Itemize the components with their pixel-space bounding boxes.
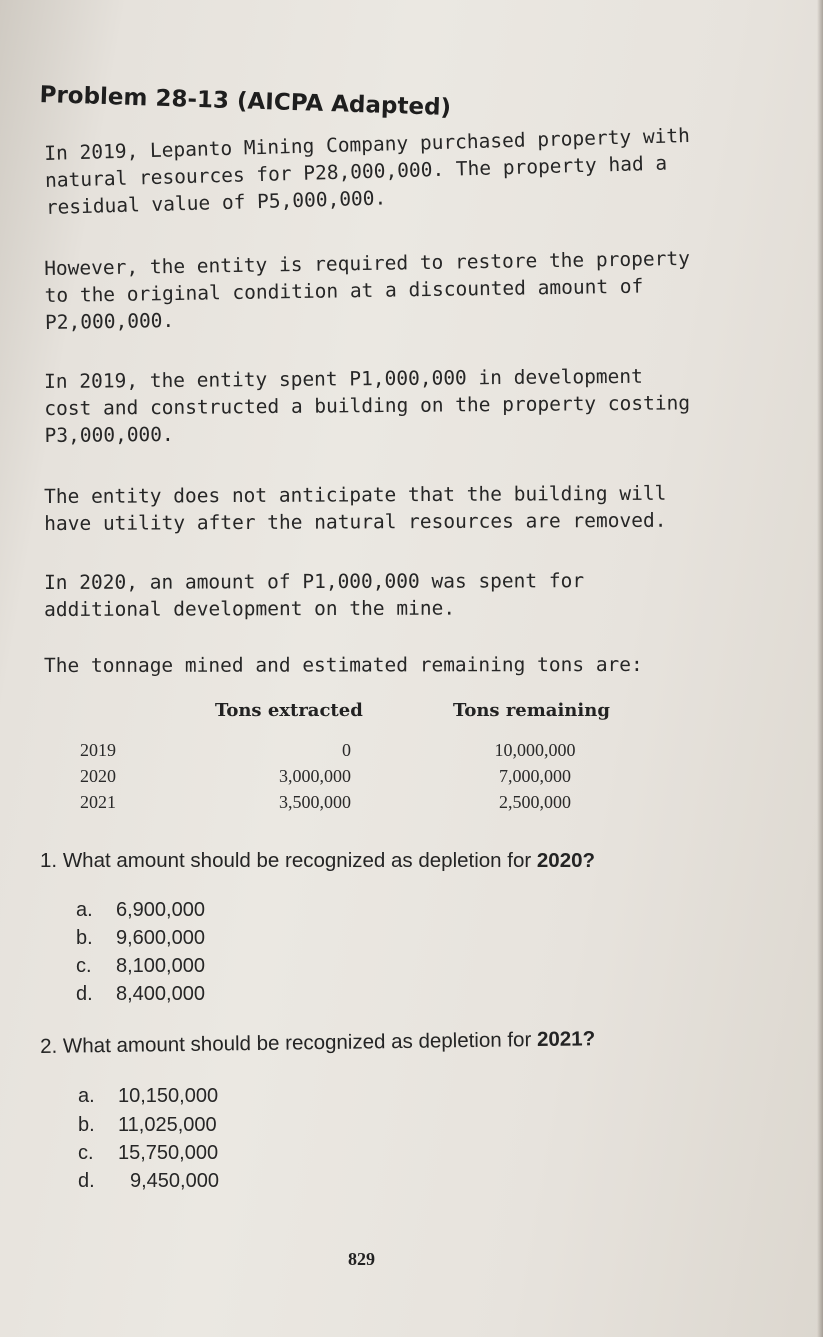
- choice-letter: a.: [78, 1085, 95, 1107]
- choice-value: 15,750,000: [118, 1142, 219, 1164]
- paragraph-development: In 2019, the entity spent P1,000,000 in development cost and constructed a building on the property costing P3,000,000.: [44, 364, 691, 447]
- choice-2c[interactable]: [78, 1142, 218, 1165]
- question-text: What amount should be recognized as depletion for: [62, 1028, 532, 1058]
- choice-value: 11,025,000: [118, 1114, 217, 1136]
- paragraph-additional-development: In 2020, an amount of P1,000,000 was spent for additional development on the mine.: [44, 569, 585, 621]
- table-row: [0, 792, 823, 818]
- page-number: 829: [348, 1249, 375, 1269]
- choice-letter: d.: [78, 1170, 95, 1192]
- choice-value: 10,150,000: [118, 1085, 219, 1107]
- table-year: 2019: [80, 740, 116, 760]
- paragraph-building-utility: The entity does not anticipate that the building will have utility after the natural resources are removed.: [44, 481, 667, 535]
- choice-1a[interactable]: [76, 899, 205, 922]
- choice-2b[interactable]: [78, 1114, 217, 1137]
- choice-letter: b.: [76, 927, 93, 949]
- choice-2a[interactable]: [78, 1085, 218, 1108]
- choice-value: 9,450,000: [130, 1170, 219, 1192]
- table-tons-extracted: 3,000,000: [279, 766, 351, 786]
- question-2: [40, 1027, 595, 1059]
- choice-value: 6,900,000: [116, 899, 205, 921]
- choice-value: 9,600,000: [116, 927, 205, 949]
- choice-2d[interactable]: [78, 1170, 219, 1193]
- choice-value: 8,400,000: [116, 983, 205, 1005]
- choice-1b[interactable]: [76, 927, 205, 950]
- question-text: What amount should be recognized as depletion for: [62, 849, 532, 872]
- table-tons-remaining: 10,000,000: [494, 740, 576, 760]
- question-number: 1.: [40, 849, 58, 872]
- table-tons-extracted: 3,500,000: [279, 792, 351, 812]
- table-year: 2021: [80, 792, 116, 812]
- choice-letter: c.: [78, 1142, 94, 1164]
- choice-letter: b.: [78, 1114, 95, 1136]
- table-row: [0, 766, 823, 792]
- table-tons-extracted: 0: [342, 740, 351, 760]
- table-tons-remaining: 2,500,000: [499, 792, 571, 812]
- choice-letter: d.: [76, 983, 93, 1005]
- table-tons-remaining: 7,000,000: [499, 766, 571, 786]
- question-1: [40, 849, 595, 873]
- choice-1d[interactable]: [76, 983, 205, 1006]
- choice-letter: a.: [76, 899, 93, 921]
- problem-title: Problem 28-13 (AICPA Adapted): [39, 82, 452, 121]
- choice-value: 8,100,000: [116, 955, 205, 977]
- table-row: [0, 740, 823, 766]
- table-year: 2020: [80, 766, 116, 786]
- question-year: 2020?: [536, 849, 596, 872]
- paragraph-purchase: In 2019, Lepanto Mining Company purchased property with natural resources for P28,000,000. The property had a residual value of P5,000,000.: [44, 123, 691, 219]
- table-header-tons-extracted: Tons extracted: [215, 700, 363, 721]
- choice-letter: c.: [76, 955, 92, 977]
- paragraph-tonnage-intro: The tonnage mined and estimated remaining tons are:: [44, 652, 643, 677]
- choice-1c[interactable]: [76, 955, 205, 978]
- question-number: 2.: [40, 1034, 58, 1058]
- table-header-tons-remaining: Tons remaining: [453, 700, 610, 721]
- page-edge-shadow: [817, 0, 823, 1337]
- question-year: 2021?: [536, 1027, 596, 1052]
- paragraph-restoration: However, the entity is required to restore the property to the original condition at a discounted amount of P2,000,000.: [44, 246, 691, 334]
